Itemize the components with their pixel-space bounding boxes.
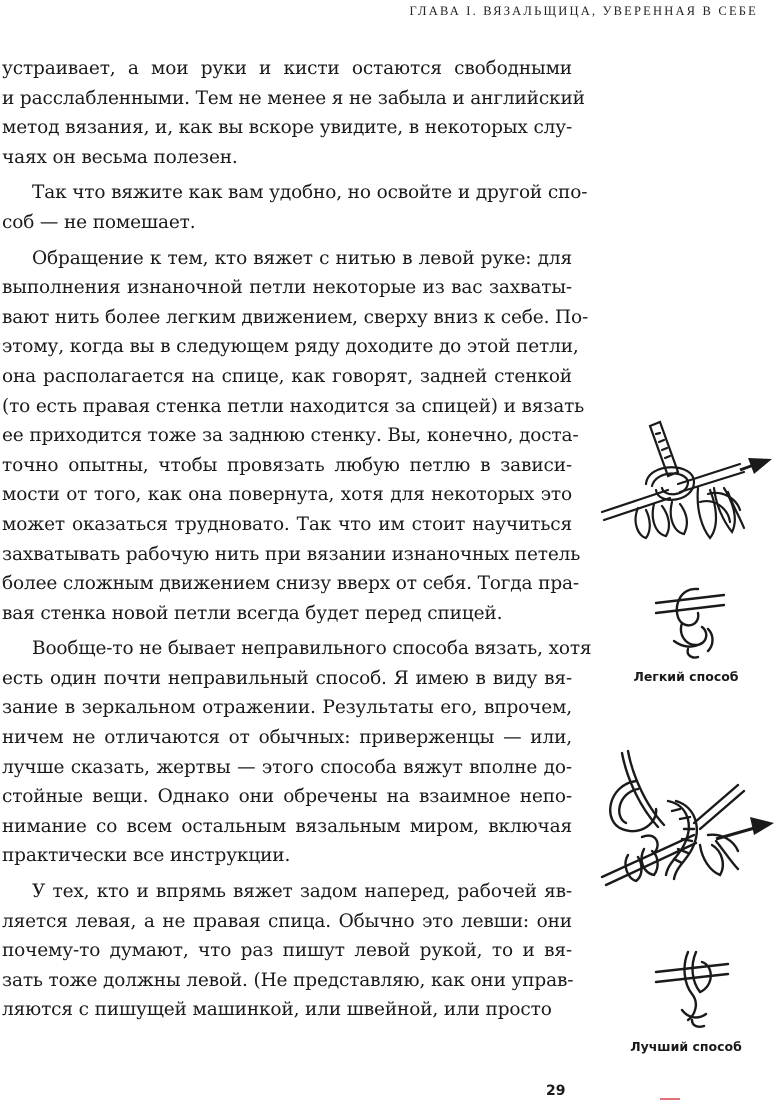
paragraph [2,877,572,1025]
text-line: У тех, кто и впрямь вяжет задом наперед, рабочей яв- [32,881,572,903]
text-line: ляется левая, а не правая спица. Обычно это левши: они [2,910,572,932]
paragraph [2,178,588,237]
text-line: метод вязания, и, как вы вскоре увидите, в некоторых слу- [2,117,573,139]
text-line: устраивает, а мои руки и кисти остаются свободными [2,58,572,79]
text-line: нимание со всем остальным вязальным миром, включая [2,815,572,837]
text-line: есть один почти неправильный способ. Я имею в виду вя- [2,667,572,689]
text-line: вая стенка новой петли всегда будет перед спицей. [2,602,503,624]
caption-better-method: Лучший способ [630,1039,742,1054]
text-line: Вообще-то не бывает неправильного способа вязать, хотя [32,638,592,660]
text-line: она располагается на спице, как говорят, задней стенкой [2,365,572,387]
paragraph [2,634,592,871]
text-line: почему-то думают, что раз пишут левой рукой, то и вя- [2,940,572,962]
text-line: ляются с пишущей машинкой, или швейной, или просто [2,999,552,1021]
text-line: может оказаться трудновато. Так что им стоит научиться [2,513,572,535]
text-line: чаях он весьма полезен. [2,146,238,168]
text-line: захватывать рабочую нить при вязании изнаночных петель [2,543,581,565]
text-line: соб — не помешает. [2,211,196,233]
text-line: точно опытны, чтобы провязать любую петлю в зависи- [2,454,572,476]
text-line: ее приходится тоже за заднюю стенку. Вы, конечно, доста- [2,425,579,447]
paragraph [2,244,589,629]
knitting-illustration-easy-method [598,418,774,560]
caption-easy-method: Легкий способ [633,669,739,684]
running-head: ГЛАВА I. ВЯЗАЛЬЩИЦА, УВЕРЕННАЯ В СЕБЕ [409,4,758,18]
text-line: (то есть правая стенка петли находится за спицей) и вязать [2,395,585,417]
text-line: стойные вещи. Однако они обречены на взаимное непо- [2,786,572,808]
text-line: зание в зеркальном отражении. Результаты его, впрочем, [2,697,572,719]
text-line: вают нить более легким движением, сверху вниз к себе. По- [2,306,589,328]
text-line: ничем не отличаются от обычных: приверженцы — или, [2,727,572,749]
loop-diagram-easy [652,583,728,661]
text-line: Обращение к тем, кто вяжет с нитью в левой руке: для [32,247,572,269]
text-line: более сложным движением снизу вверх от себя. Тогда пра- [2,573,580,595]
text-line: лучше сказать, жертвы — этого способа вяжут вполне до- [2,756,572,778]
knitting-illustration-better-method [598,745,776,895]
text-line: и расслабленными. Тем не менее я не забыла и английский [2,87,585,109]
loop-diagram-better [652,948,732,1030]
text-line: зать тоже должны левой. (Не представляю, как они управ- [2,969,574,991]
text-line: этому, когда вы в следующем ряду доходите до этой петли, [2,336,579,358]
page-edge-mark [660,1098,680,1100]
text-line: выполнения изнаночной петли некоторые из вас захваты- [2,277,572,299]
page-number: 29 [546,1083,566,1099]
paragraph [2,54,585,172]
text-line: Так что вяжите как вам удобно, но освойте и другой спо- [32,182,588,204]
text-line: мости от того, как она повернута, хотя для некоторых это [2,484,572,506]
body-text [2,54,592,1031]
text-line: практически все инструкции. [2,845,291,867]
